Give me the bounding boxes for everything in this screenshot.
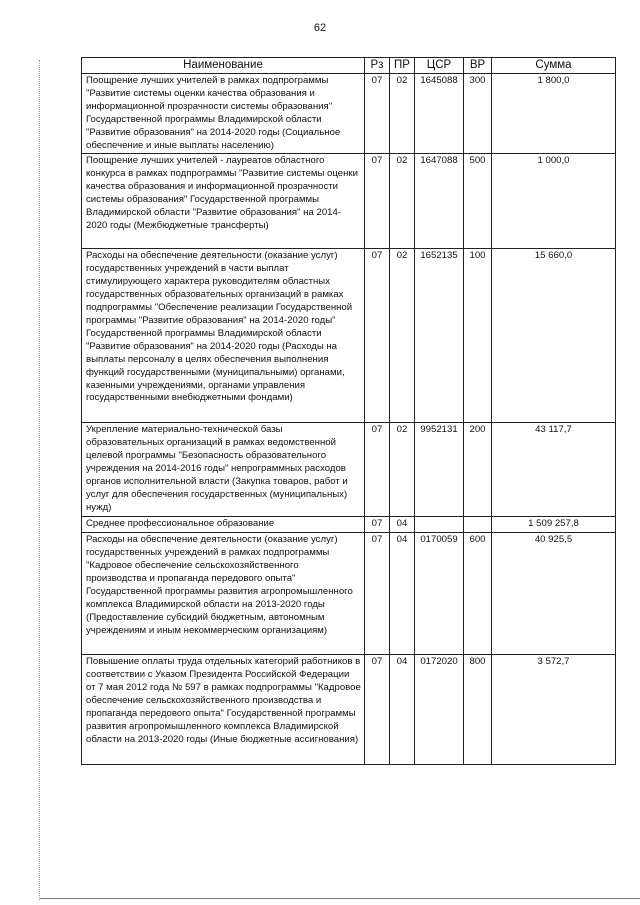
row-sum: 43 117,7 (492, 423, 616, 517)
row-csr: 1647088 (415, 154, 464, 249)
header-sum: Сумма (492, 58, 616, 74)
row-csr: 1652135 (415, 249, 464, 423)
row-csr: 0170059 (415, 533, 464, 655)
row-sum: 1 509 257,8 (492, 517, 616, 533)
header-pr: ПР (390, 58, 415, 74)
row-name: Расходы на обеспечение деятельности (оказание услуг) государственных учреждений в части выплат стимулирующего характера руководителям областных государственных образовательных организаций в рамках подпрограммы "Обеспечение реализации Государственной программы "Развитие образования" на 2014-2020 годы" Государственной программы Владимирской области "Развитие образования" на 2014-2020 годы (Расходы на выплаты персоналу в целях обеспечения выполнения функций государственными (муниципальными) органами, казенными учреждениями, органами управления государственными внебюджетными фондами) (82, 249, 365, 423)
row-vr (464, 517, 492, 533)
header-csr: ЦСР (415, 58, 464, 74)
row-sum: 40 925,5 (492, 533, 616, 655)
row-rz: 07 (365, 423, 390, 517)
row-vr: 800 (464, 655, 492, 765)
header-name: Наименование (82, 58, 365, 74)
table-header (82, 58, 616, 74)
scan-crop-line-vertical (39, 60, 40, 900)
row-rz: 07 (365, 74, 390, 154)
table-row (82, 249, 616, 423)
table-row (82, 655, 616, 765)
budget-table (81, 57, 616, 765)
page-number: 62 (313, 22, 327, 34)
row-vr: 600 (464, 533, 492, 655)
header-row (82, 58, 616, 74)
row-rz: 07 (365, 533, 390, 655)
row-csr (415, 517, 464, 533)
table-row (82, 154, 616, 249)
row-pr: 02 (390, 74, 415, 154)
row-name: Укрепление материально-технической базы образовательных организаций в рамках ведомственной целевой программы "Безопасность образовательного учреждения на 2014-2016 годы" непрограммных расходов органов исполнительной власти (Закупка товаров, работ и услуг для обеспечения государственных (муниципальных) нужд) (82, 423, 365, 517)
row-vr: 200 (464, 423, 492, 517)
row-pr: 02 (390, 423, 415, 517)
row-rz: 07 (365, 154, 390, 249)
row-sum: 15 660,0 (492, 249, 616, 423)
row-rz: 07 (365, 249, 390, 423)
header-vr: ВР (464, 58, 492, 74)
row-name: Поощрение лучших учителей в рамках подпрограммы "Развитие системы оценки качества образования и информационной прозрачности системы образования" Государственной программы Владимирской области "Развитие образования" на 2014-2020 годы (Социальное обеспечение и иные выплаты населению) (82, 74, 365, 154)
table-row (82, 423, 616, 517)
row-pr: 04 (390, 655, 415, 765)
row-rz: 07 (365, 517, 390, 533)
row-pr: 04 (390, 533, 415, 655)
table-body (82, 74, 616, 765)
row-name: Расходы на обеспечение деятельности (оказание услуг) государственных учреждений в рамках подпрограммы "Кадровое обеспечение сельскохозяйственного производства и пропаганда передового опыта" Государственной программы развития агропромышленного комплекса Владимирской области на 2013-2020 годы (Предоставление субсидий бюджетным, автономным учреждениям и иным некоммерческим организациям) (82, 533, 365, 655)
table-row (82, 533, 616, 655)
row-pr: 04 (390, 517, 415, 533)
table-row (82, 517, 616, 533)
row-csr: 9952131 (415, 423, 464, 517)
row-pr: 02 (390, 249, 415, 423)
scan-crop-line-horizontal (40, 898, 640, 899)
row-name: Поощрение лучших учителей - лауреатов областного конкурса в рамках подпрограммы "Развитие системы оценки качества образования и информационной прозрачности системы образования" Государственной программы Владимирской области "Развитие образования" на 2014-2020 годы (Межбюджетные трансферты) (82, 154, 365, 249)
row-rz: 07 (365, 655, 390, 765)
row-csr: 0172020 (415, 655, 464, 765)
row-sum: 3 572,7 (492, 655, 616, 765)
row-name: Повышение оплаты труда отдельных категорий работников в соответствии с Указом Президента Российской Федерации от 7 мая 2012 года № 597 в рамках подпрограммы "Кадровое обеспечение сельскохозяйственного производства и пропаганда передового опыта" Государственной программы развития агропромышленного комплекса Владимирской области на 2013-2020 годы (Иные бюджетные ассигнования) (82, 655, 365, 765)
table-row (82, 74, 616, 154)
row-vr: 300 (464, 74, 492, 154)
header-rz: Рз (365, 58, 390, 74)
row-vr: 500 (464, 154, 492, 249)
row-sum: 1 000,0 (492, 154, 616, 249)
row-vr: 100 (464, 249, 492, 423)
row-csr: 1645088 (415, 74, 464, 154)
row-pr: 02 (390, 154, 415, 249)
row-name: Среднее профессиональное образование (82, 517, 365, 533)
row-sum: 1 800,0 (492, 74, 616, 154)
